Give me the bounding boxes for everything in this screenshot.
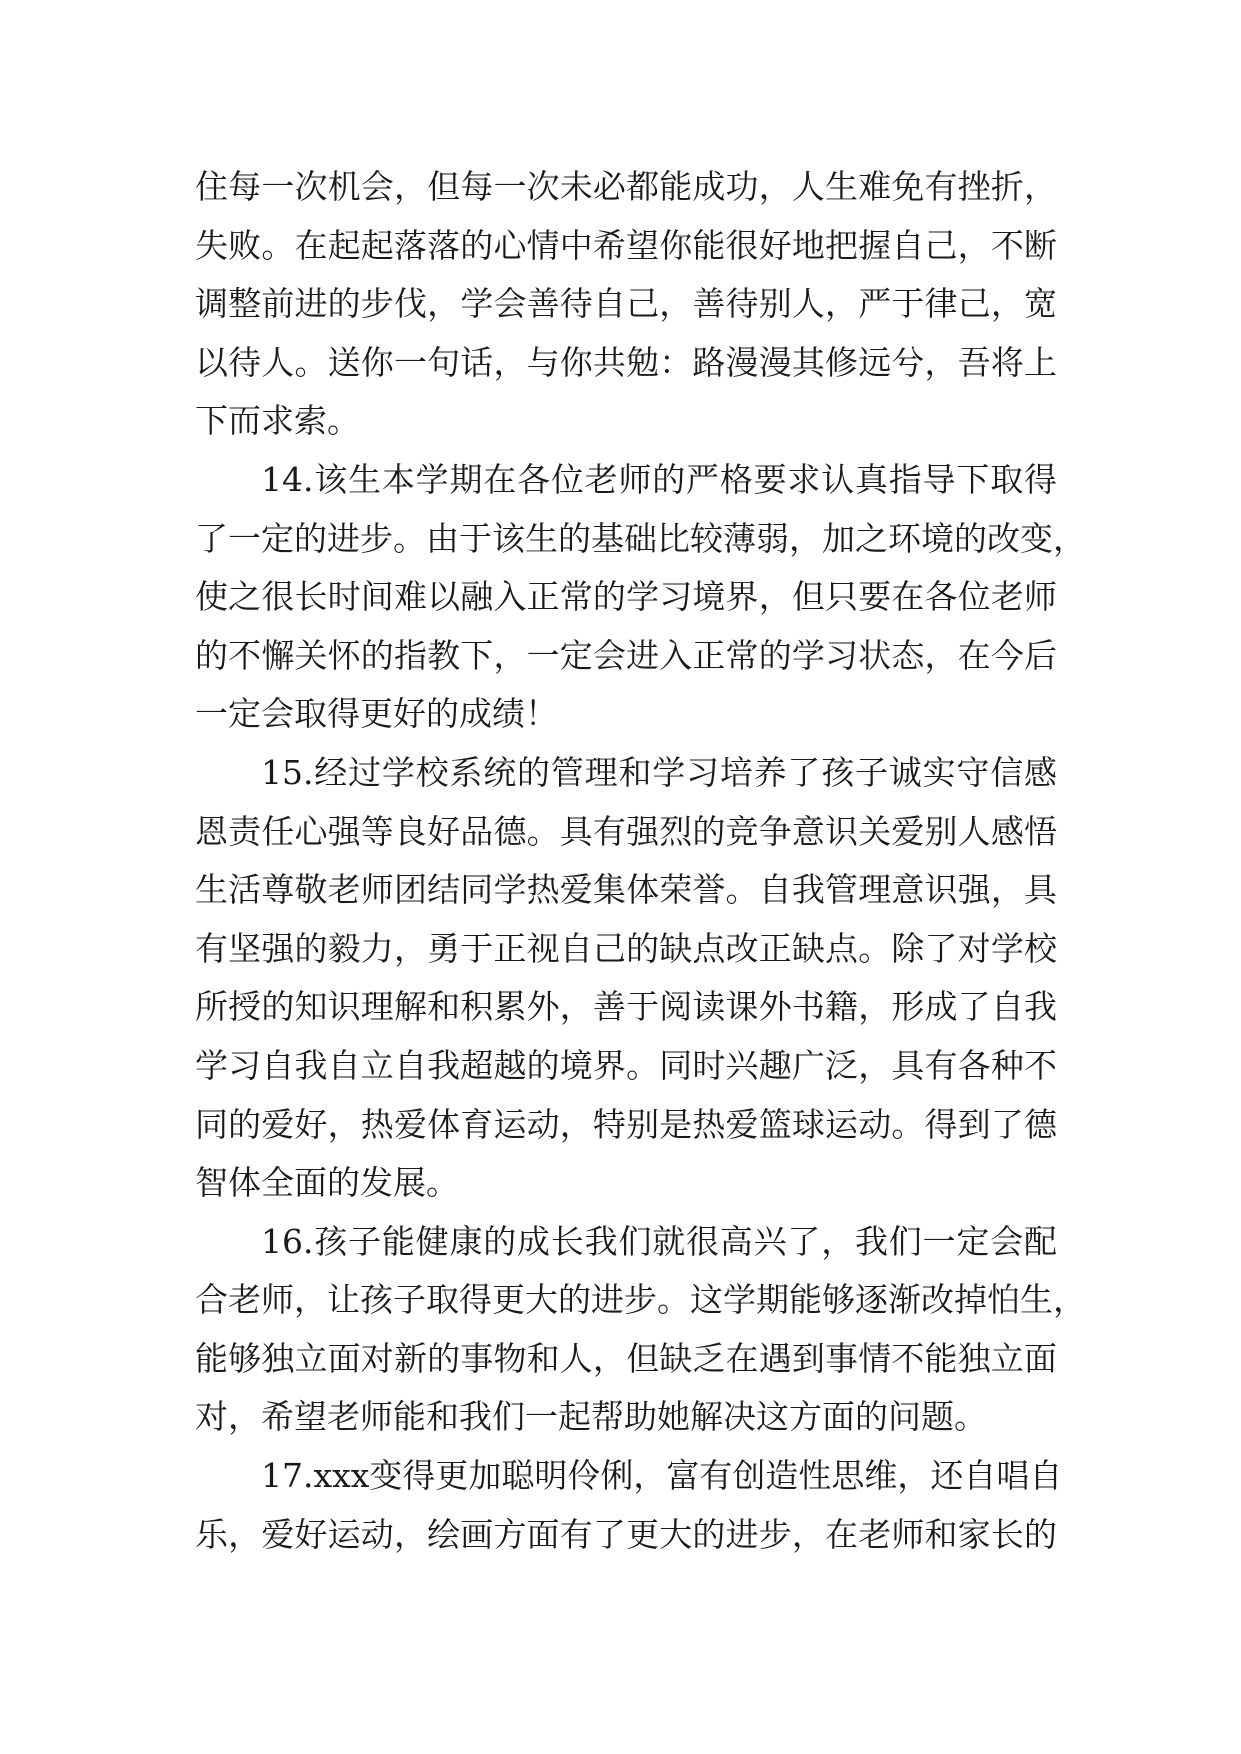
paragraph-15 bbox=[195, 744, 1057, 1213]
text-line: 下而求索。 bbox=[195, 401, 360, 441]
text-line: 恩责任心强等良好品德。具有强烈的竞争意识关爱别人感悟 bbox=[195, 811, 1057, 851]
text-line: 生活尊敬老师团结同学热爱集体荣誉。自我管理意识强，具 bbox=[195, 870, 1057, 910]
paragraph-13-continued bbox=[195, 158, 1057, 451]
text-line: 对，希望老师能和我们一起帮助她解决这方面的问题。 bbox=[195, 1397, 987, 1437]
text-line: 所授的知识理解和积累外，善于阅读课外书籍，形成了自我 bbox=[195, 987, 1057, 1027]
text-line: 智体全面的发展。 bbox=[195, 1163, 459, 1203]
text-line: 的不懈关怀的指教下，一定会进入正常的学习状态，在今后 bbox=[195, 635, 1057, 675]
text-line: 一定会取得更好的成绩！ bbox=[195, 694, 558, 734]
text-line: 合老师，让孩子取得更大的进步。这学期能够逐渐改掉怕生， bbox=[195, 1280, 1086, 1320]
paragraph-16 bbox=[195, 1213, 1086, 1447]
text-line: 住每一次机会，但每一次未必都能成功，人生难免有挫折， bbox=[195, 167, 1057, 206]
text-line: 17.xxx变得更加聪明伶俐，富有创造性思维，还自唱自 bbox=[261, 1456, 1063, 1496]
text-line: 15.经过学校系统的管理和学习培养了孩子诚实守信感 bbox=[261, 752, 1057, 792]
paragraph-17 bbox=[195, 1447, 1063, 1564]
text-line: 失败。在起起落落的心情中希望你能很好地把握自己，不断 bbox=[195, 225, 1057, 265]
text-line: 使之很长时间难以融入正常的学习境界，但只要在各位老师 bbox=[195, 577, 1057, 617]
text-line: 14.该生本学期在各位老师的严格要求认真指导下取得 bbox=[261, 459, 1057, 499]
text-line: 以待人。送你一句话，与你共勉：路漫漫其修远兮，吾将上 bbox=[195, 342, 1057, 382]
text-line: 了一定的进步。由于该生的基础比较薄弱，加之环境的改变， bbox=[195, 518, 1086, 558]
text-line: 能够独立面对新的事物和人，但缺乏在遇到事情不能独立面 bbox=[195, 1338, 1057, 1378]
text-line: 16.孩子能健康的成长我们就很高兴了，我们一定会配 bbox=[261, 1221, 1057, 1261]
text-line: 有坚强的毅力，勇于正视自己的缺点改正缺点。除了对学校 bbox=[195, 928, 1057, 968]
text-line: 学习自我自立自我超越的境界。同时兴趣广泛，具有各种不 bbox=[195, 1045, 1057, 1085]
document-body bbox=[195, 158, 1086, 1564]
text-line: 同的爱好，热爱体育运动，特别是热爱篮球运动。得到了德 bbox=[195, 1104, 1057, 1144]
text-line: 乐，爱好运动，绘画方面有了更大的进步，在老师和家长的 bbox=[195, 1514, 1057, 1554]
paragraph-14 bbox=[195, 451, 1086, 744]
text-line: 调整前进的步伐，学会善待自己，善待别人，严于律己，宽 bbox=[195, 284, 1057, 324]
